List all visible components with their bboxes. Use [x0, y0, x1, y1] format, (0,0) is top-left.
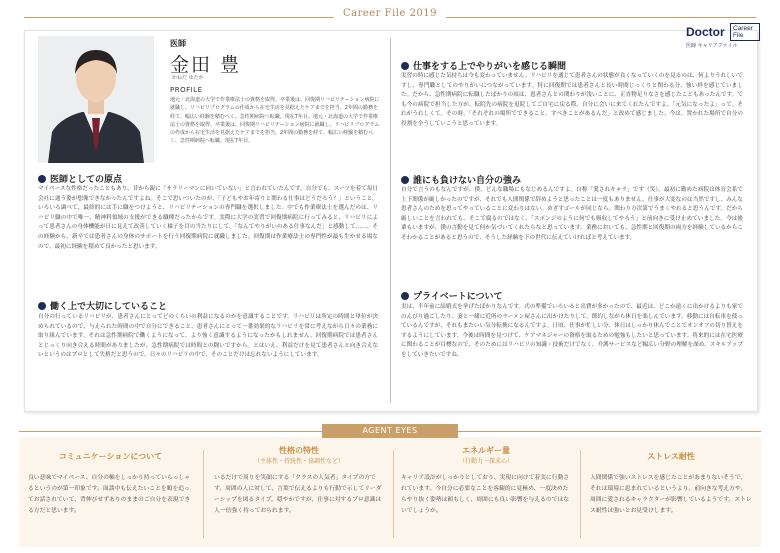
agent-eye-personality [214, 441, 384, 539]
doctor-photo [38, 36, 154, 163]
logo-career-file-box: Career File [730, 23, 760, 41]
section-strength-text: 自分で言うのもなんですが、僕、どんな職場にもなじめるんですよ。自称「愛されキャラ」です（笑）。最初に勤めた病院は体育会系で上下関係が厳しかったのですが、それでも人間関係で辞めようと思ったことは一度もありません。仕事が大変なのは当然ですし、みんな患者さんのためを思ってやっていることに変わりはない。めざすゴールが同じなら、関わり方次第でうまくやれると思うんです。だから厳しいことを言われても、そこで腐るのではなく、「スポンジのように何でも吸収してやろう」と前向きに受け止めていました。今は後輩もいますが、僕の言動を見て何か気づいてくれたらなと思っています。業務においても、急性期と回復期の両方を経験しているからこそわかることがあると思うので、そうした経験を下の世代に伝えていければと考えています。 [401, 187, 743, 241]
doctor-name: 金田 豊 [170, 54, 242, 76]
doctor-career-file-logo [686, 23, 760, 53]
section-origin-heading: 医師としての原点 [38, 172, 122, 185]
agent-eye-title: 性格の特性 [279, 446, 319, 455]
section-strength-heading: 誰にも負けない自分の強み [401, 173, 521, 186]
page-title: Career File 2019 [342, 8, 438, 19]
column-divider [390, 38, 391, 403]
logo-doctor-text: Doctor [686, 25, 725, 39]
agent-eye-energy [401, 441, 571, 539]
section-rewarding-heading: 仕事をする上でやりがいを感じる瞬間 [401, 59, 566, 72]
agent-eyes-badge: AGENT EYES [322, 424, 458, 438]
agent-col-separator [203, 450, 204, 538]
agent-eye-text: 良い意味でマイペース。自分の軸をしっかり持っていらっしゃるというのが第一印象です。面談中も伝えたいことを順を追ってお話されていて、背伸びせずありのままのご自分を表現できる方だと思います。 [28, 475, 191, 514]
agent-eye-text: キャリア設計がしっかりとしており、実現に向けて着実に行動されています。今自分に必要なことを客観的に見極め、一度決めたらやり抜く姿勢は頼もしく、周囲にも良い影響を与えるのではないでしょうか。 [401, 475, 570, 514]
agent-eye-stress [590, 441, 752, 539]
agent-eye-title: エネルギー量 [462, 446, 510, 455]
doctor-name-kana: かねだ ゆたか [172, 75, 204, 81]
section-origin-text: マイペースな性格だったこともあり、昔から親に「サラリーマンに向いていない」と言われていたんです。自分でも、スーツを着て毎日会社に通う姿が想像できなかったんですよね。そこで思いついたのが、「子どもやお年寄りと関わる仕事はどうだろう？」ということ。いろいろ調べて、最終的には手に職をつけようと、リハビリテーションの専門職を選択しました。中でも作業療法士を選んだのは、リハビリ職の中で唯一、精神科領域の支援ができる職種だったからです。実際に大学の実習で回復期病院に行ってみると、リハビリによって患者さんの身体機能が日に見えて改善していく様子を目の当たりにして、「なんてやりがいのある仕事なんだ」と感動して……。その経験から、新卒では患者さんの身体のサポートを行う回復期病院に就職しました。回復期は作業療法士の専門性が最も生かせる場なので、最初に経験を積めて良かったと思います。 [38, 186, 378, 250]
section-values-heading: 働く上で大切にしていること [38, 299, 167, 312]
bullet-dot-icon [401, 62, 409, 70]
role-label: 医師 [170, 39, 186, 48]
agent-eye-title: ストレス耐性 [647, 452, 695, 461]
profile-text: 地元・北海道の大学で作業療法士の資格を取得。卒業後は、回復期リハビリテーション病院に就職し、リハビリプログラムの作成から在宅生活を見据えたケアまでを担当。2年間の勤務を経て、幅広い経験を積むべく、急性期病院へ転職。現在7年目。地元・北海道の大学で作業療法士の資格を取得。卒業後は、回復期リハビリテーション病院に就職し、リハビリプログラムの作成から在宅生活を見据えたケアまでを担当。2年間の勤務を経て、幅広い経験を積むべく、急性期病院へ転職。現在7年目。 [170, 97, 380, 145]
bullet-dot-icon [38, 302, 46, 310]
agent-eye-text: いるだけで周りを笑顔にする「クラスの人気者」タイプの方です。周囲の人に対して、言葉で伝えるよりも行動で示してリーダーシップを図るタイプ。穏やかですが、仕事に対するプロ意識は人一倍強く持っておられます。 [214, 475, 382, 514]
agent-eye-subtitle: （主体性・持続性・協調性など） [253, 458, 344, 465]
section-values-text: 自分の行っているリハビリが、患者さんにとってどのくらいの利益になるのかを意識することです。リハビリは所定の時間と単位が決められているので、与えられた時間の中で自分にできること、患者さんにとって一番効果的なリハビリを常に考えながら日々の業務に取り組んでいます。それは急性期病院で働くようになって、より強く意識するようになったかもしれません。回復期病院では患者さんとじっくり向き合える時間がありましたが、急性期病院では時間との闘いですから。とはいえ、利益だけを見て患者さんと向き合えないというのはプロとして失格だと思うので、日々のリハビリの中で、そのことだけは忘れないようにしています。 [38, 314, 378, 359]
agent-eye-text: 人間関係で強いストレスを感じたことがあまりないそうで、それは環境に恵まれているというより、前向きな考え方や、周囲に愛されるキャラクターが影響しているようです。ストレス耐性は強いとお見受けします。 [590, 475, 752, 514]
section-private-text: 実は、半年前に結婚式を挙げたばかりなんです。式の準備でいろいろと出費が多かったので、最近は、どこか遠くに出かけるよりも家でのんびり過ごしたり、妻と一緒に近所のラーメン屋さんに出かけたりして、節約しながら休日を楽しんでいます。移動には自転車を使っているんですが、それもまたいい気分転換になるんですよ。日頃、仕事が忙しい分、休日はしっかり休んでことでオンオフの切り替えをするようにしています。今後は時間を見つけて、ケアマネジャーの資格を取るための勉強もしたいと思っています。将来的には在宅医療に関わることが目標なので、そのためにはリハビリの知識・技術だけでなく、介護サービスなど幅広い分野の理解を深め、スキルアップをしていきたいですね。 [401, 304, 743, 358]
bullet-dot-icon [401, 176, 409, 184]
logo-subtitle: 医師 キャリアファイル [686, 43, 738, 49]
bullet-dot-icon [38, 175, 46, 183]
agent-eye-subtitle: （行動力・探求心） [458, 458, 513, 465]
section-private-heading: プライベートについて [401, 289, 503, 302]
agent-eyes-rule-left [19, 431, 322, 432]
profile-heading: PROFILE [170, 86, 203, 94]
agent-eyes-rule-right [458, 431, 761, 432]
bullet-dot-icon [401, 292, 409, 300]
agent-col-separator [393, 450, 394, 538]
agent-eye-communication [28, 441, 193, 539]
section-rewarding-text: 実習の時に感じた気持ちは今も変わっていません。リハビリを通じて患者さんの状態が良くなっていくのを見るのは、何よりうれしいですし、専門職としてのやりがいにつながっています。特に回復期では患者さんと長い時間じっくりと関わる分、強い絆を感じていました。だから、急性期病院に転職したばかりの頃は、患者さんとの関わりが浅いことに、正直物足りなさを感じたこともあったんです。でも今の病院で担当した方が、転院先の病院を退院してご自宅に戻る際、自分に会いに来てくれたんですよ。「元気になったよ」って。それがうれしくて。その時、「それぞれの場所でできること、すべきことがあるんだ」と改めて感じました。今は、置かれた場所で自分の役割を全うしていこうと思っています。 [401, 73, 743, 127]
agent-eye-title: コミュニケーションについて [58, 452, 163, 461]
agent-col-separator [580, 450, 581, 538]
